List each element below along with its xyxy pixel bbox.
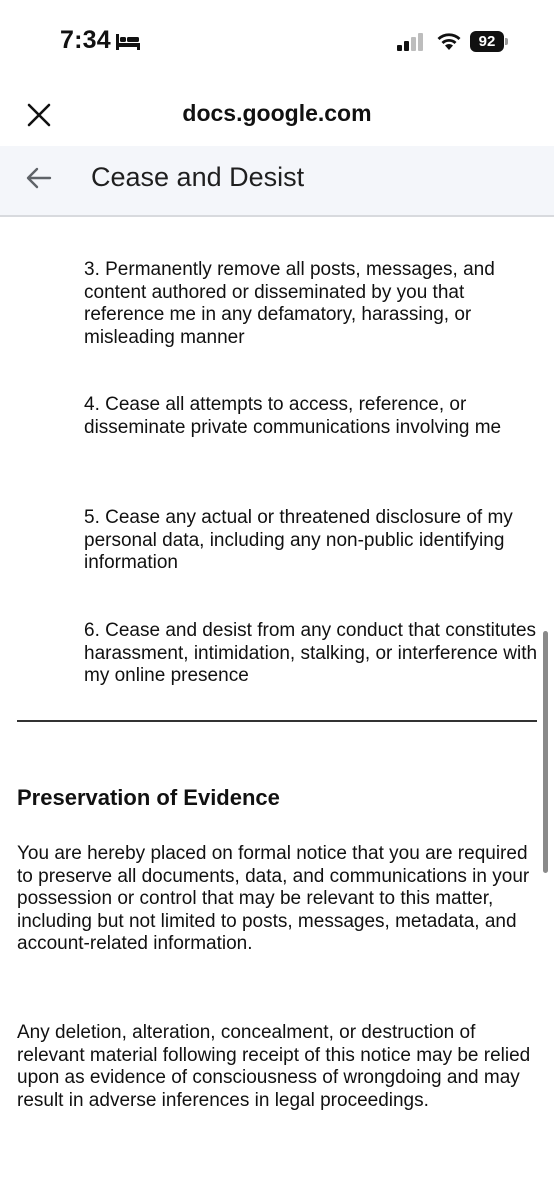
battery-indicator (470, 31, 510, 52)
arrow-back-icon[interactable] (26, 166, 52, 190)
battery-tip (505, 38, 508, 45)
cellular-signal-icon (397, 33, 425, 51)
document-title: Cease and Desist (91, 162, 305, 192)
wifi-icon (436, 30, 462, 51)
paragraph: Any deletion, alteration, concealment, or destruction of relevant material following receipt of this notice may be relied upon as evidence of consciousness of wrongdoing and may result in adverse inferences in legal proceedings. (17, 1022, 531, 1111)
battery-level: 92 (470, 31, 504, 52)
status-bar (0, 0, 554, 84)
scrollbar[interactable] (543, 631, 548, 873)
url-text: docs.google.com (182, 100, 372, 126)
list-item: 6. Cease and desist from any conduct that constitutes harassment, intimidation, stalking, or interference with my online presence (84, 620, 538, 686)
list-item: 5. Cease any actual or threatened disclosure of my personal data, including any non-public identifying information (84, 507, 513, 573)
list-item: 4. Cease all attempts to access, reference, or disseminate private communications involving me (84, 394, 502, 438)
document-content (0, 217, 554, 1200)
horizontal-rule (17, 720, 537, 722)
list-item: 3. Permanently remove all posts, messages, and content authored or disseminated by you that reference me in any defamatory, harassing, or misleading manner (84, 259, 495, 348)
status-time: 7:34 (60, 26, 111, 54)
paragraph: You are hereby placed on formal notice that you are required to preserve all documents, data, and communications in your possession or control that may be relevant to this matter, including but not limited to posts, messages, metadata, and account-related information. (17, 843, 530, 954)
section-heading: Preservation of Evidence (17, 785, 280, 810)
bed-icon (115, 33, 141, 51)
